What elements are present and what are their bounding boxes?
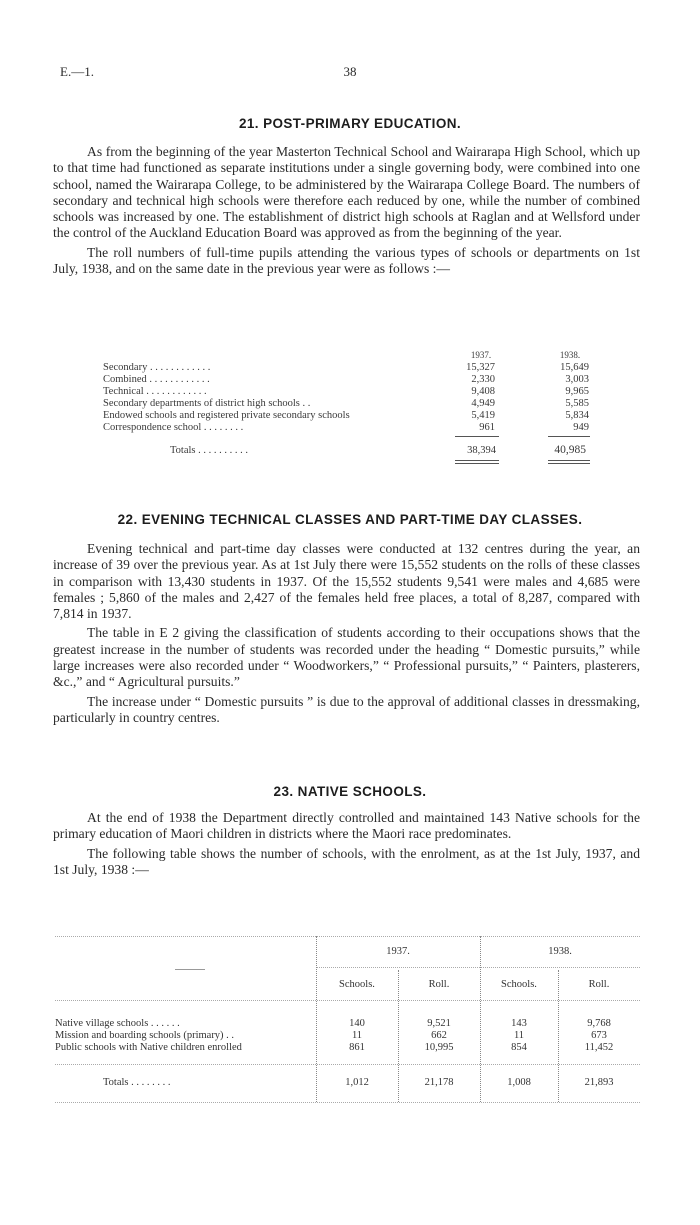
total-schools-1937: 1,012	[345, 1077, 369, 1088]
roll-1938: 9,768	[587, 1018, 611, 1029]
row-label: Technical . . . . . . . . . . . .	[103, 386, 207, 397]
schools-1938: 854	[511, 1042, 527, 1053]
roll-1937: 9,521	[427, 1018, 451, 1029]
year-header-1937: 1937.	[386, 946, 410, 957]
row-label: Secondary . . . . . . . . . . . .	[103, 362, 211, 373]
roll-1937: 10,995	[424, 1042, 454, 1053]
row-label: Endowed schools and registered private secondary schools	[103, 410, 350, 421]
value-1938: 15,649	[560, 362, 589, 373]
roll-1938: 11,452	[584, 1042, 614, 1053]
schools-1938: 143	[511, 1018, 527, 1029]
total-roll-1938: 21,893	[584, 1077, 614, 1088]
value-1938: 5,585	[565, 398, 589, 409]
table-bottom-rule	[55, 1102, 640, 1103]
paragraph: The table in E 2 giving the classification of students according to their occupations shows that the greatest increase in the number of students was recorded under the heading “ Domestic pursuits,” while large increases were also recorded under “ Woodworkers,” “ Professional pursuits,” “ Painters, plasterers, &c.,” and “ Agricultural pursuits.”	[53, 625, 640, 690]
page-number: 38	[343, 64, 357, 79]
totals-label: Totals . . . . . . . . . .	[170, 445, 249, 456]
value-1937: 9,408	[471, 386, 495, 397]
stub-dash	[175, 969, 205, 970]
col-roll-1938: Roll.	[588, 979, 610, 990]
value-1937: 4,949	[471, 398, 495, 409]
row-label: Mission and boarding schools (primary) . .	[55, 1030, 235, 1041]
row-label: Secondary departments of district high schools . .	[103, 398, 311, 409]
paragraph: At the end of 1938 the Department directly controlled and maintained 143 Native schools for the primary education of Maori children in districts where the Maori race predominates.	[53, 810, 640, 842]
year-divider-rule	[316, 967, 640, 968]
col-schools-1937: Schools.	[339, 979, 375, 990]
roll-1938: 673	[591, 1030, 607, 1041]
report-reference: E.—1.	[60, 64, 94, 79]
value-1937: 15,327	[466, 362, 495, 373]
schools-1937: 861	[349, 1042, 365, 1053]
value-1937: 2,330	[471, 374, 495, 385]
total-roll-1937: 21,178	[424, 1077, 454, 1088]
header-bottom-rule	[55, 1000, 640, 1001]
schools-1937: 140	[349, 1018, 365, 1029]
row-label: Public schools with Native children enrolled	[55, 1042, 242, 1053]
paragraph: The roll numbers of full-time pupils attending the various types of schools or departments on 1st July, 1938, and on the same date in the previous year were as follows :—	[53, 244, 640, 277]
totals-top-rule	[55, 1064, 640, 1065]
section-21-title: 21. POST-PRIMARY EDUCATION.	[238, 116, 462, 131]
value-1937: 961	[479, 422, 495, 433]
col-head-1938: 1938.	[559, 350, 581, 360]
year-header-1938: 1938.	[548, 946, 572, 957]
value-1937: 5,419	[471, 410, 495, 421]
section-23-title: 23. NATIVE SCHOOLS.	[273, 784, 427, 799]
roll-1937: 662	[431, 1030, 447, 1041]
col-head-1937: 1937.	[470, 350, 492, 360]
totals-label: Totals . . . . . . . .	[103, 1077, 171, 1088]
schools-1938: 11	[513, 1030, 525, 1041]
value-1938: 9,965	[565, 386, 589, 397]
paragraph: The increase under “ Domestic pursuits ” is due to the approval of additional classes in dressmaking, particularly in country centres.	[53, 693, 640, 725]
col-roll-1937: Roll.	[428, 979, 450, 990]
row-label: Combined . . . . . . . . . . . .	[103, 374, 210, 385]
paragraph: The following table shows the number of schools, with the enrolment, as at the 1st July, 1937, and 1st July, 1938 :—	[53, 845, 640, 877]
paragraph: Evening technical and part-time day classes were conducted at 132 centres during the year, an increase of 39 over the previous year. As at 1st July there were 15,552 students on the rolls of these classes in comparison with 13,430 students in 1937. Of the 15,552 students 9,541 were males and 4,685 were females ; 5,860 of the males and 2,427 of the females held free places, a total of 8,287, compared with 7,814 in 1937.	[53, 541, 640, 622]
value-1938: 3,003	[565, 374, 589, 385]
section-22-title: 22. EVENING TECHNICAL CLASSES AND PART-TIME DAY CLASSES.	[117, 512, 583, 527]
row-label: Native village schools . . . . . .	[55, 1018, 180, 1029]
total-schools-1938: 1,008	[507, 1077, 531, 1088]
total-1938: 40,985	[554, 444, 586, 456]
col-schools-1938: Schools.	[501, 979, 537, 990]
row-label: Correspondence school . . . . . . . .	[103, 422, 244, 433]
total-1937: 38,394	[467, 445, 496, 456]
table-top-rule	[55, 936, 640, 937]
schools-1937: 11	[351, 1030, 363, 1041]
value-1938: 5,834	[565, 410, 589, 421]
value-1938: 949	[573, 422, 589, 433]
paragraph: As from the beginning of the year Masterton Technical School and Wairarapa High School, which up to that time had functioned as separate institutions under a single governing body, were combined into one school, named the Wairarapa College, to be administered by the Wairarapa College Board. The numbers of secondary and technical high schools were therefore each reduced by one, while the number of combined schools was increased by one. The establishment of district high schools at Raglan and at Wellsford under the control of the Auckland Education Board was approved as from the beginning of the year.	[53, 144, 640, 241]
